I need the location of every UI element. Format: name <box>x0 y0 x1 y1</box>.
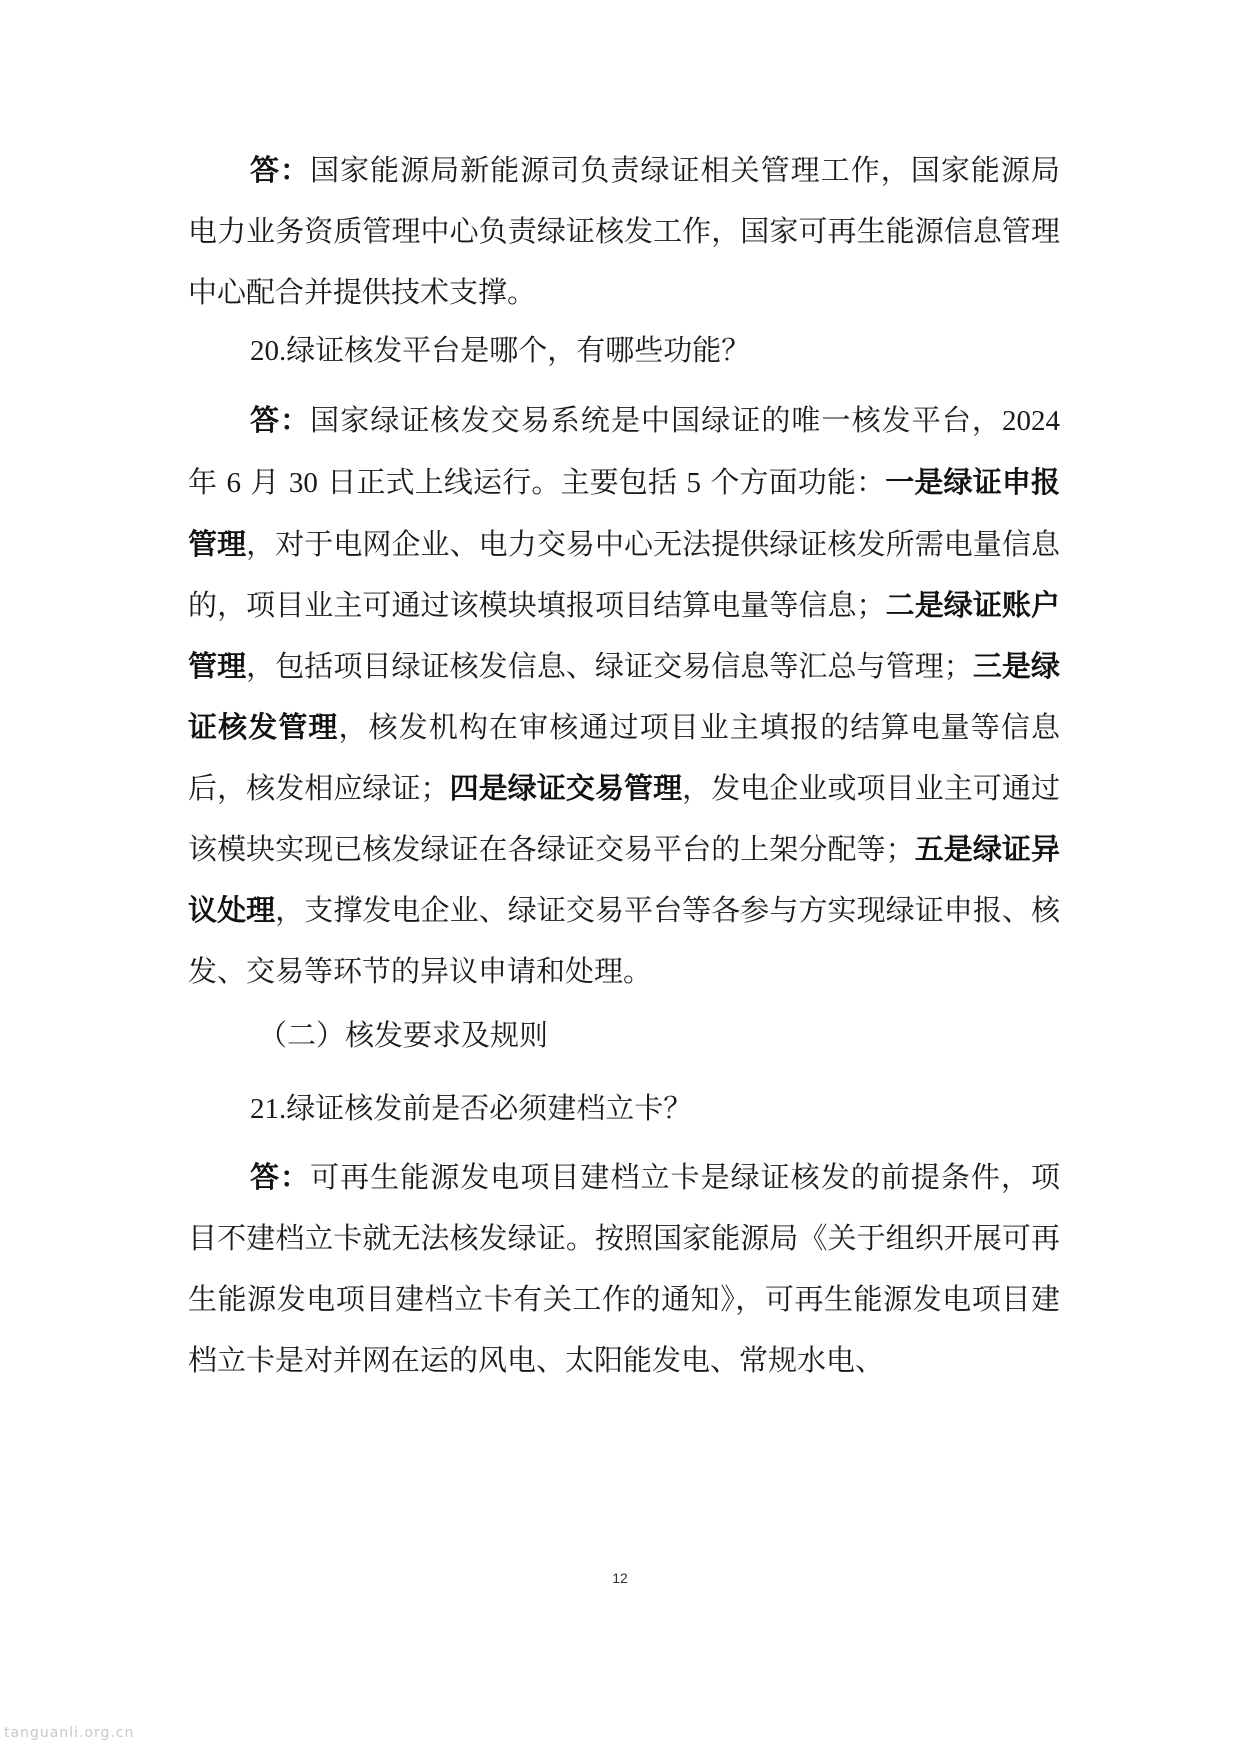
question-21 <box>250 1088 692 1129</box>
month-value: 6 <box>226 467 242 499</box>
function-1-title: 一是绿证申报管理 <box>188 465 1061 561</box>
watermark: tanguanli.org.cn <box>4 1725 135 1741</box>
function-3-text: ，核发机构在审核通过项目业主填报的结算电量等信息后，核发相应绿证； <box>188 710 1060 805</box>
date-text: 年 <box>188 465 227 499</box>
function-5-text: ，支撑发电企业、绿证交易平台等各参与方实现绿证申报、核发、交易等环节的异议申请和处理。 <box>188 893 1060 988</box>
function-1-text: ，对于电网企业、电力交易中心无法提供绿证核发所需电量信息的，项目业主可通过该模块填报项目结算电量等信息； <box>188 527 1060 622</box>
answer-label: 答： <box>250 1160 311 1194</box>
date-text: 个方面功能： <box>700 465 886 499</box>
year-value: 2024 <box>1001 405 1060 437</box>
function-4-text: ，发电企业或项目业主可通过该模块实现已核发绿证在各绿证交易平台的上架分配等； <box>188 771 1060 866</box>
function-2-text: ，包括项目绿证核发信息、绿证交易信息等汇总与管理； <box>246 649 973 683</box>
answer-paragraph-2 <box>188 390 1060 1002</box>
function-3-title: 三是绿证核发管理 <box>188 649 1060 744</box>
day-value: 30 <box>288 467 318 499</box>
question-number: 20. <box>250 335 287 367</box>
answer-intro: 国家绿证核发交易系统是中国绿证的唯一核发平台， <box>310 403 1002 437</box>
date-text: 日正式上线运行。主要包括 <box>317 465 687 499</box>
answer-label: 答： <box>250 153 311 187</box>
function-4-title: 四是绿证交易管理 <box>449 771 683 805</box>
section-heading: （二）核发要求及规则 <box>258 1018 549 1052</box>
answer-label: 答： <box>250 403 311 437</box>
question-text: 绿证核发平台是哪个，有哪些功能？ <box>286 333 751 367</box>
function-count: 5 <box>686 467 701 499</box>
question-number: 21. <box>250 1093 287 1125</box>
function-5-title: 五是绿证异议处理 <box>188 832 1060 927</box>
answer-paragraph-1 <box>188 140 1060 323</box>
question-20 <box>250 330 750 371</box>
question-text: 绿证核发前是否必须建档立卡？ <box>286 1091 693 1125</box>
answer-text: 可再生能源发电项目建档立卡是绿证核发的前提条件，项目不建档立卡就无法核发绿证。按照国家能源局《关于组织开展可再生能源发电项目建档立卡有关工作的通知》，可再生能源发电项目建档立卡是对并网在运的风电、太阳能发电、常规水电、 <box>188 1160 1060 1377</box>
function-2-title: 二是绿证账户管理 <box>188 588 1060 683</box>
answer-paragraph-3 <box>188 1147 1060 1391</box>
answer-text: 国家能源局新能源司负责绿证相关管理工作，国家能源局电力业务资质管理中心负责绿证核发工作，国家可再生能源信息管理中心配合并提供技术支撑。 <box>188 153 1060 309</box>
date-text: 月 <box>241 465 289 499</box>
page-number: 12 <box>612 1570 628 1586</box>
